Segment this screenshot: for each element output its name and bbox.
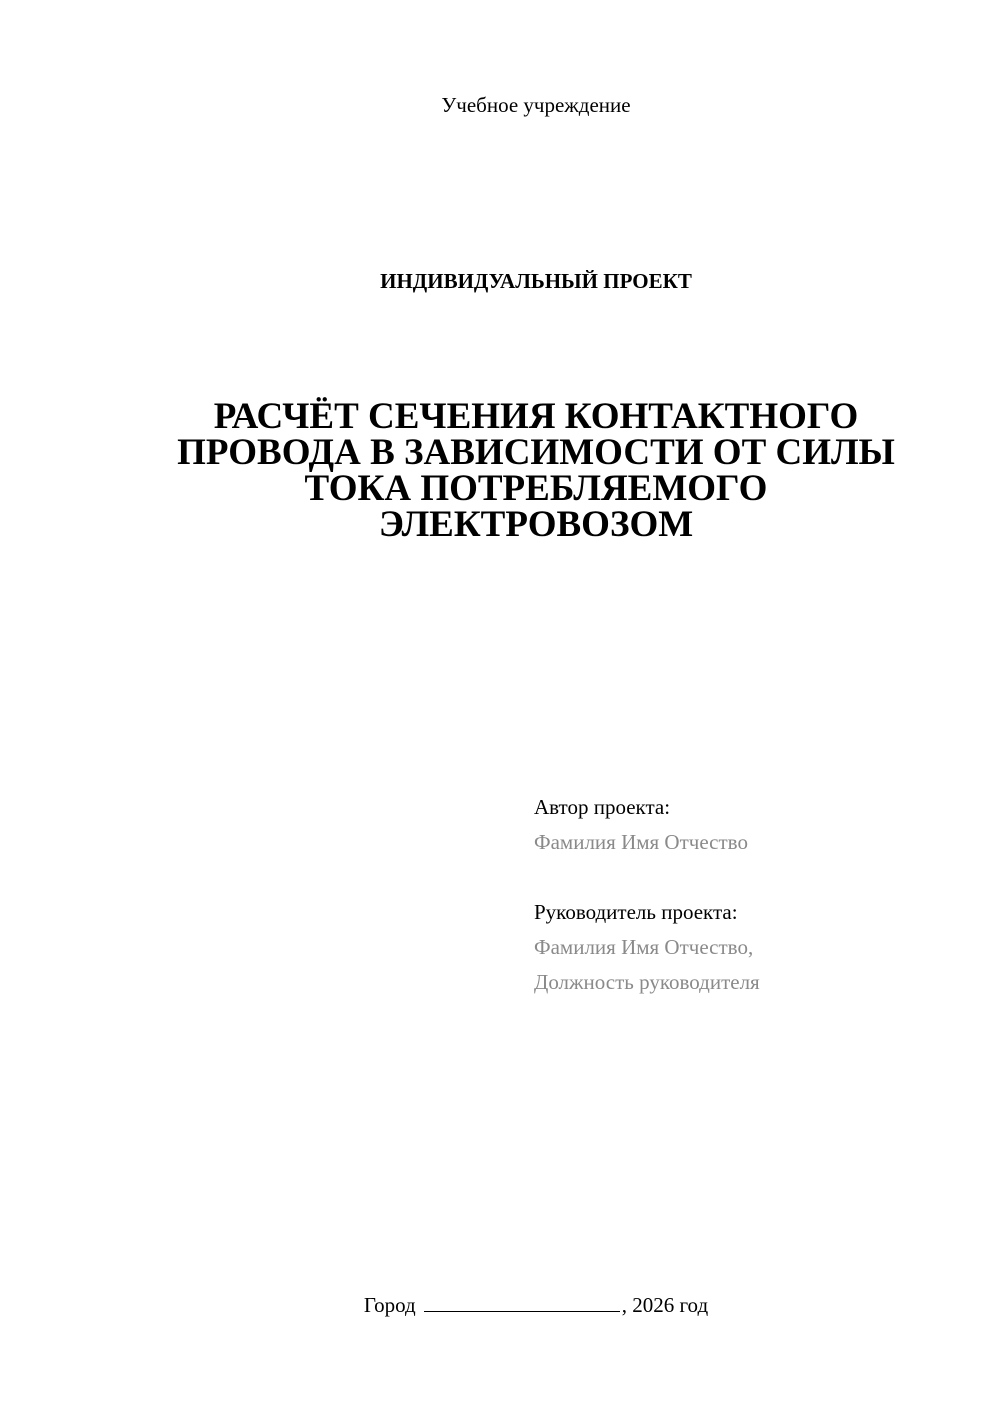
year-text: , 2026 год	[621, 1293, 709, 1317]
document-type: ИНДИВИДУАЛЬНЫЙ ПРОЕКТ	[380, 269, 692, 293]
city-year-line	[0, 1291, 1000, 1318]
project-title-line: ПРОВОДА В ЗАВИСИМОСТИ ОТ СИЛЫ	[177, 432, 895, 473]
supervisor-name: Фамилия Имя Отчество,	[534, 935, 754, 959]
project-title	[140, 396, 932, 545]
author-label: Автор проекта:	[534, 795, 671, 819]
city-blank-line	[424, 1291, 620, 1312]
project-title-line: ЭЛЕКТРОВОЗОМ	[378, 504, 694, 545]
project-title-line: ТОКА ПОТРЕБЛЯЕМОГО	[304, 468, 768, 509]
spacer	[534, 860, 974, 895]
institution-name: Учебное учреждение	[441, 93, 631, 117]
project-title-line: РАСЧЁТ СЕЧЕНИЯ КОНТАКТНОГО	[213, 396, 859, 437]
author-name: Фамилия Имя Отчество	[534, 830, 748, 854]
project-people-block	[534, 790, 974, 1000]
supervisor-position: Должность руководителя	[534, 970, 760, 994]
supervisor-label: Руководитель проекта:	[534, 900, 738, 924]
city-label: Город	[363, 1293, 416, 1317]
